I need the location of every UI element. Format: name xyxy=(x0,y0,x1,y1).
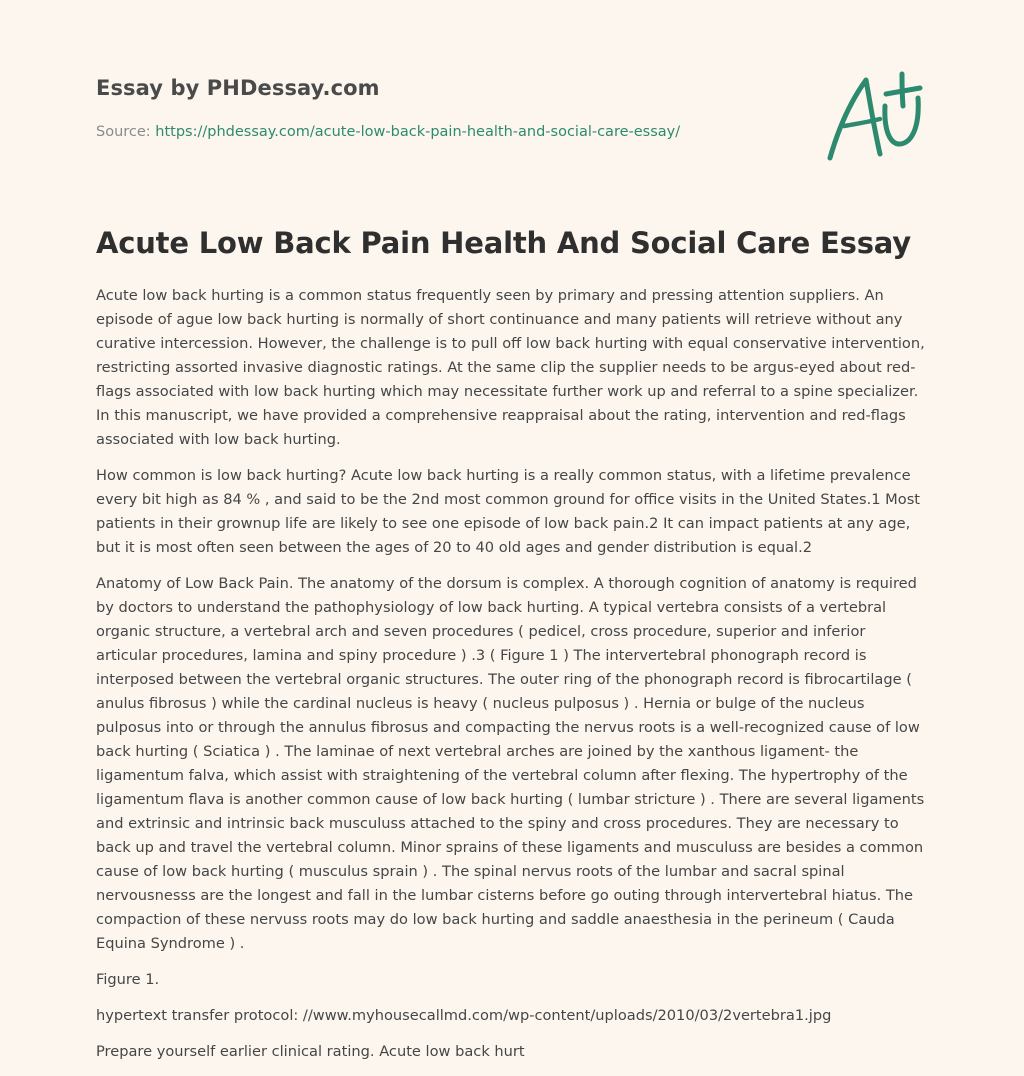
essay-paragraph-anatomy: Anatomy of Low Back Pain. The anatomy of the dorsum is complex. A thorough cognition of anatomy is required by doctors to understand the pathophysiology of low back hurting. A typical vertebra consists of a vertebral organic structure, a vertebral arch and seven procedures ( pedicel, cross procedure, superior and inferior articular procedures, lamina and spiny procedure ) .3 ( Figure 1 ) The intervertebral phonograph record is interposed between the vertebral organic structures. The outer ring of the phonograph record is fibrocartilage ( anulus fibrosus ) while the cardinal nucleus is heavy ( nucleus pulposus ) . Hernia or bulge of the nucleus pulposus into or through the annulus fibrosus and compacting the nervus roots is a well-recognized cause of low back hurting ( Sciatica ) . The laminae of next vertebral arches are joined by the xanthous ligament- the ligamentum falva, which assist with straightening of the vertebral column after flexing. The hypertrophy of the ligamentum flava is another common cause of low back hurting ( lumbar stricture ) . There are several ligaments and extrinsic and intrinsic back musculuss attached to the spiny and cross procedures. They are necessary to back up and travel the vertebral column. Minor sprains of these ligaments and musculuss are besides a common cause of low back hurting ( musculus sprain ) . The spinal nervus roots of the lumbar and sacral spinal nervousnesss are the longest and fall in the lumbar cisterns before go outing through intervertebral hiatus. The compaction of these nervuss roots may do low back hurting and saddle anaesthesia in the perineum ( Cauda Equina Syndrome ) . xyxy=(96,575,925,952)
figure-source-url: hypertext transfer protocol: //www.myhousecallmd.com/wp-content/uploads/2010/03/2vertebra1.jpg xyxy=(96,1007,832,1024)
site-title: Essay by PHDessay.com xyxy=(96,76,380,100)
essay-body xyxy=(96,284,930,1076)
source-link[interactable]: https://phdessay.com/acute-low-back-pain-health-and-social-care-essay/ xyxy=(155,124,681,140)
source-line xyxy=(96,124,680,140)
source-label: Source: xyxy=(96,124,151,140)
figure-caption: Figure 1. xyxy=(96,971,160,988)
essay-paragraph-intro: Acute low back hurting is a common status frequently seen by primary and pressing attention suppliers. An episode of ague low back hurting is normally of short continuance and many patients will retrieve without any curative intercession. However, the challenge is to pull off low back hurting with equal conservative intervention, restricting assorted invasive diagnostic ratings. At the same clip the supplier needs to be argus-eyed about red-flags associated with low back hurting which may necessitate further work up and referral to a spine specializer. In this manuscript, we have provided a comprehensive reappraisal about the rating, intervention and red-flags associated with low back hurting. xyxy=(96,287,925,448)
essay-paragraph-prevalence: How common is low back hurting? Acute low back hurting is a really common status, with a lifetime prevalence every bit high as 84 % , and said to be the 2nd most common ground for office visits in the United States.1 Most patients in their grownup life are likely to see one episode of low back pain.2 It can impact patients at any age, but it is most often seen between the ages of 20 to 40 old ages and gender distribution is equal.2 xyxy=(96,467,921,556)
essay-paragraph-preparation: Prepare yourself earlier clinical rating. Acute low back hurt xyxy=(96,1043,525,1060)
essay-title: Acute Low Back Pain Health And Social Care Essay xyxy=(96,226,911,260)
a-plus-logo-icon xyxy=(822,68,928,164)
